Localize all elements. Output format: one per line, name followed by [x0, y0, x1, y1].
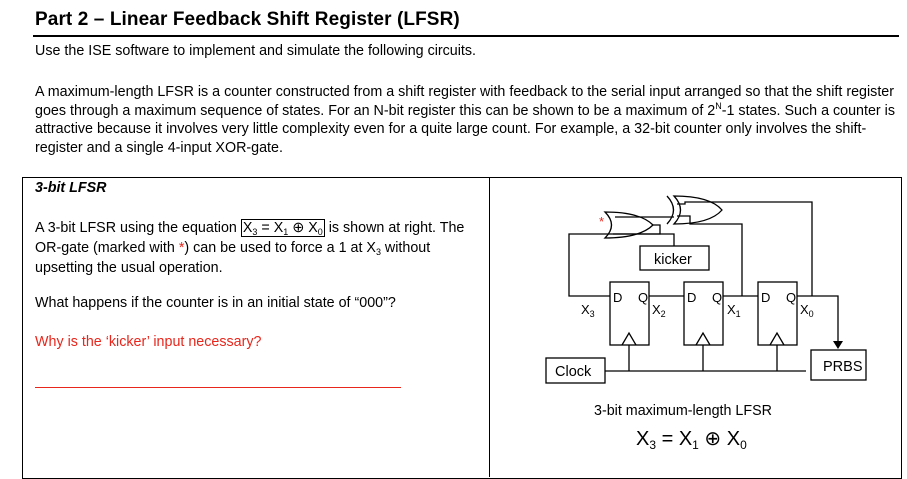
xor-gate-extra-arc: [667, 196, 674, 224]
x3-label-x: X: [581, 302, 590, 317]
x1-label-sub: 1: [735, 309, 741, 319]
desc-post2: ) can be used to force a 1 at X: [184, 240, 376, 256]
question-initial-state: What happens if the counter is in an initial state of “000”?: [35, 295, 396, 311]
lfsr-description: [35, 83, 897, 157]
desc-post3: without upsetting the usual operation.: [35, 240, 431, 276]
x0-label-sub: 0: [808, 309, 814, 319]
equation-box: [241, 219, 325, 237]
ff-x1-d-label: D: [687, 290, 697, 305]
section-description: [35, 218, 485, 278]
wire-kicker-to-or: [613, 234, 674, 246]
circuit-caption: 3-bit maximum-length LFSR: [594, 403, 772, 419]
cap-eq-x1-sub: 1: [692, 438, 699, 452]
clock-triangle-x0: [770, 333, 784, 345]
cap-eq-x0-sub: 0: [740, 438, 747, 452]
desc-star: *: [178, 240, 185, 256]
prbs-label: PRBS: [823, 359, 863, 375]
eq-mid: = X: [257, 220, 284, 236]
clock-triangle-x2: [622, 333, 636, 345]
circuit-equation: [636, 426, 747, 451]
desc-pre: A 3-bit LFSR using the equation: [35, 220, 241, 236]
eq-op: ⊕ X: [288, 220, 318, 236]
cap-eq-x: X: [636, 428, 650, 450]
eq-x3-sub: 3: [252, 227, 258, 237]
ff-x2-q-label: Q: [638, 290, 649, 305]
ff-x0-d-label: D: [761, 290, 771, 305]
cap-eq-op: ⊕ X: [698, 428, 741, 450]
prbs-arrowhead: [833, 341, 843, 349]
ff-x1-q-label: Q: [712, 290, 723, 305]
para-sup: N: [715, 100, 722, 111]
x2-label-sub: 2: [660, 309, 666, 319]
x2-label: [652, 302, 666, 319]
ff-x2-d-label: D: [613, 290, 623, 305]
desc-post1: is shown at right. The OR-gate (marked with: [35, 220, 465, 256]
xor-gate: [674, 196, 722, 224]
kicker-label: kicker: [654, 252, 692, 268]
para-part1: A maximum-length LFSR is a counter constructed from a shift register with feedback to the serial input arranged so that the shift register goes through a maximum sequence of states. For an N-bit register this can be shown to be a maximum of 2: [35, 84, 895, 119]
x2-label-x: X: [652, 302, 661, 317]
x3-label-sub: 3: [589, 309, 595, 319]
x1-label-x: X: [727, 302, 736, 317]
x3-label: [581, 302, 595, 319]
cap-eq-mid: = X: [656, 428, 693, 450]
eq-x0-sub: 0: [317, 227, 323, 237]
cap-eq-x3-sub: 3: [649, 438, 657, 452]
para-part2: -1 states. Such a counter is attractive because it involves very little complexity even for a quite large count. For example, a 32-bit counter only involves the shift-register and a single 4-input XOR-gate.: [35, 102, 895, 156]
lfsr-circuit-diagram: [490, 178, 900, 403]
page-title: Part 2 – Linear Feedback Shift Register (LFSR): [35, 9, 460, 30]
ff-x0-q-label: Q: [786, 290, 797, 305]
intro-text: Use the ISE software to implement and simulate the following circuits.: [35, 43, 477, 59]
section-heading: 3-bit LFSR: [35, 180, 107, 196]
wire-or-to-d: [569, 225, 660, 296]
or-gate-star: *: [599, 214, 605, 229]
x0-label-x: X: [800, 302, 809, 317]
desc-x3-sub: 3: [375, 247, 381, 257]
x1-label: [727, 302, 741, 319]
clock-label: Clock: [555, 364, 592, 380]
eq-x3: X: [242, 220, 253, 236]
clock-triangle-x1: [696, 333, 710, 345]
x0-label: [800, 302, 814, 319]
question-kicker: Why is the ‘kicker’ input necessary?: [35, 334, 262, 350]
title-underline: [33, 35, 899, 37]
eq-x1-sub: 1: [283, 227, 289, 237]
answer-blank-line: [35, 387, 401, 388]
